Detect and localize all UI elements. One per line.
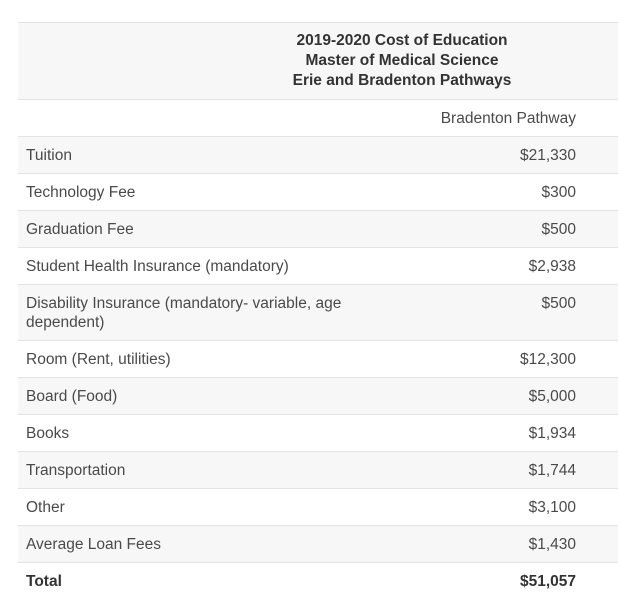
row-value: $5,000 <box>408 378 618 415</box>
table-row <box>18 137 618 174</box>
row-value: $1,744 <box>408 452 618 489</box>
row-value: $300 <box>408 174 618 211</box>
table-row <box>18 174 618 211</box>
row-label: Student Health Insurance (mandatory) <box>18 248 408 285</box>
table-row <box>18 415 618 452</box>
table-row <box>18 526 618 563</box>
row-label: Disability Insurance (mandatory- variable, age dependent) <box>18 285 408 341</box>
table-row <box>18 341 618 378</box>
row-value: $2,938 <box>408 248 618 285</box>
row-label: Graduation Fee <box>18 211 408 248</box>
row-label: Room (Rent, utilities) <box>18 341 408 378</box>
column-header-empty <box>18 100 408 137</box>
column-header-bradenton: Bradenton Pathway <box>408 100 618 137</box>
title-line-program: Master of Medical Science <box>305 52 499 69</box>
table-title-row <box>18 23 618 100</box>
table-row <box>18 452 618 489</box>
row-label: Other <box>18 489 408 526</box>
row-label: Transportation <box>18 452 408 489</box>
row-value: $21,330 <box>408 137 618 174</box>
row-value: $1,430 <box>408 526 618 563</box>
table-row <box>18 211 618 248</box>
row-label: Technology Fee <box>18 174 408 211</box>
table-title <box>212 31 592 91</box>
column-header-row <box>18 100 618 137</box>
table-row <box>18 378 618 415</box>
total-row <box>18 563 618 600</box>
cost-table-container <box>18 22 618 599</box>
row-value: $12,300 <box>408 341 618 378</box>
total-value: $51,057 <box>408 563 618 600</box>
table-row <box>18 248 618 285</box>
cost-of-education-table <box>18 22 618 599</box>
table-title-cell <box>18 23 618 100</box>
row-label: Tuition <box>18 137 408 174</box>
title-line-year: 2019-2020 Cost of Education <box>296 32 508 49</box>
row-label: Average Loan Fees <box>18 526 408 563</box>
row-label: Books <box>18 415 408 452</box>
title-line-pathways: Erie and Bradenton Pathways <box>292 72 512 89</box>
row-value: $1,934 <box>408 415 618 452</box>
row-value: $500 <box>408 211 618 248</box>
row-value: $3,100 <box>408 489 618 526</box>
row-label: Board (Food) <box>18 378 408 415</box>
total-label: Total <box>18 563 408 600</box>
table-row <box>18 489 618 526</box>
table-row <box>18 285 618 341</box>
row-value: $500 <box>408 285 618 341</box>
